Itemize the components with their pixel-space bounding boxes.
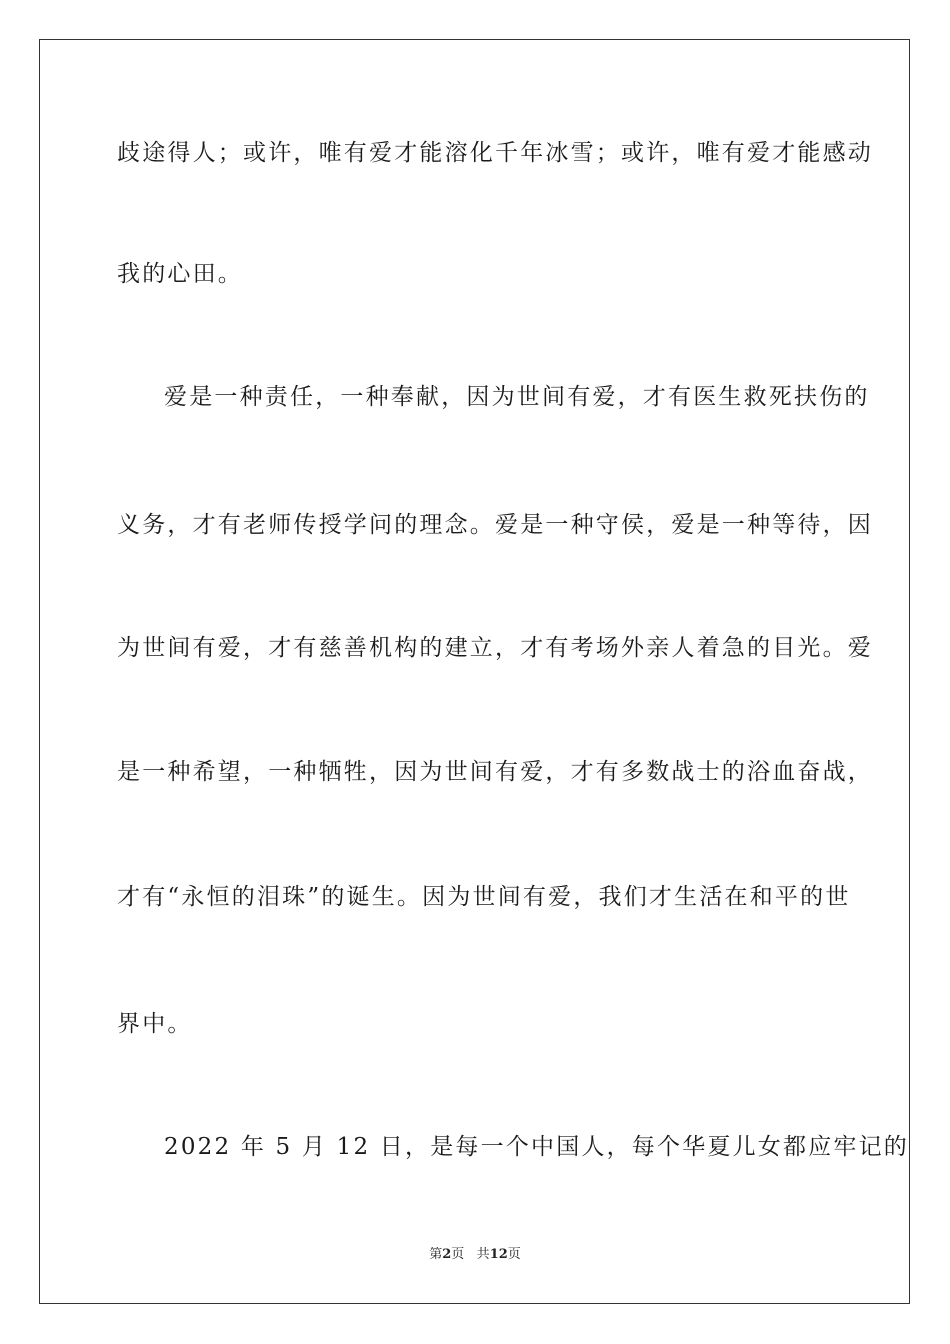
total-pages: 12 xyxy=(489,1247,508,1262)
page-prefix: 第 xyxy=(429,1247,443,1262)
page-suffix: 页 xyxy=(451,1247,465,1262)
text-line-9: 2022 年 5 月 12 日，是每一个中国人，每个华夏儿女都应牢记的 xyxy=(164,1134,909,1160)
total-prefix: 共 xyxy=(476,1247,490,1262)
total-suffix: 页 xyxy=(507,1247,521,1262)
text-line-7: 才有“永恒的泪珠”的诞生。因为世间有爱，我们才生活在和平的世 xyxy=(117,884,851,910)
text-line-2: 我的心田。 xyxy=(117,261,243,287)
text-line-1: 歧途得人；或许，唯有爱才能溶化千年冰雪；或许，唯有爱才能感动 xyxy=(117,140,873,166)
text-line-4: 义务，才有老师传授学问的理念。爱是一种守侯，爱是一种等待，因 xyxy=(117,512,873,538)
text-line-5: 为世间有爱，才有慈善机构的建立，才有考场外亲人着急的目光。爱 xyxy=(117,635,873,661)
text-line-6: 是一种希望，一种牺牲，因为世间有爱，才有多数战士的浴血奋战， xyxy=(117,759,873,785)
text-line-3: 爱是一种责任，一种奉献，因为世间有爱，才有医生救死扶伤的 xyxy=(164,384,870,410)
page-number: 2 xyxy=(442,1247,452,1262)
text-line-8: 界中。 xyxy=(117,1011,193,1037)
page-border xyxy=(39,39,910,1304)
page-footer xyxy=(0,1246,950,1264)
